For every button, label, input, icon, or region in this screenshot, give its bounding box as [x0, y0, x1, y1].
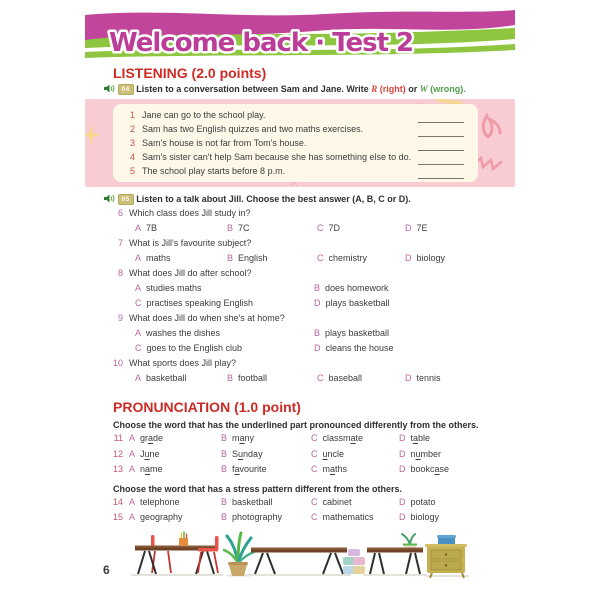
option-letter: D [399, 464, 406, 474]
option-text: football [238, 373, 268, 383]
option-letter: B [221, 496, 228, 507]
option-text: plays basketball [325, 328, 390, 338]
option-letter: D [314, 343, 321, 353]
option-letter: C [311, 448, 318, 459]
option-word: basketball [232, 496, 273, 507]
option-text: basketball [146, 373, 187, 383]
answer-blank[interactable] [418, 142, 464, 151]
pronunciation-instruction-2: Choose the word that has a stress pattern different from the others. [113, 483, 403, 494]
option[interactable] [405, 371, 515, 386]
option[interactable] [311, 431, 399, 447]
option-letter: B [314, 328, 321, 338]
option-word: bookcase [410, 464, 450, 474]
option[interactable] [129, 495, 221, 511]
option[interactable] [221, 495, 311, 511]
option-text: 7B [146, 223, 158, 233]
option-word: mathematics [322, 512, 374, 522]
speaker-icon[interactable] [104, 84, 115, 96]
option-letter: D [399, 512, 406, 522]
option-text: 7D [328, 223, 341, 233]
option[interactable] [317, 221, 405, 236]
option-word: potato [410, 496, 436, 507]
question-number: 7 [117, 238, 123, 248]
pronunciation-instruction-1: Choose the word that has the underlined part pronounced differently from the others. [113, 420, 479, 430]
question-text: What does Jill do after school? [129, 268, 252, 278]
answer-blank[interactable] [418, 114, 464, 123]
option-text: English [238, 253, 268, 263]
ground-shadows [131, 574, 469, 577]
instruction-text: Listen to a conversation between Sam and Jane. Write [136, 84, 369, 94]
option[interactable] [317, 371, 405, 386]
option-letter: C [311, 464, 318, 474]
item-number: 5 [129, 165, 135, 176]
option[interactable] [311, 495, 399, 511]
question-number: 15 [112, 512, 123, 522]
option-letter: A [129, 448, 136, 459]
option-letter: C [317, 373, 324, 383]
option[interactable] [135, 296, 314, 311]
option[interactable] [311, 462, 399, 478]
option[interactable] [405, 251, 515, 266]
option-word: telephone [140, 496, 180, 507]
option[interactable] [399, 447, 515, 463]
option-letter: C [317, 223, 324, 233]
option-letter: B [227, 223, 234, 233]
page-title: Welcome back · Test 2 [109, 28, 414, 58]
option-text: does homework [325, 283, 389, 293]
option[interactable] [135, 281, 314, 296]
option-word: maths [322, 464, 348, 474]
option[interactable] [311, 510, 399, 526]
option-letter: C [311, 433, 318, 443]
wrong-letter: W [419, 84, 428, 94]
list-item [123, 123, 464, 137]
option[interactable] [135, 221, 227, 236]
option[interactable] [227, 371, 317, 386]
listening-questions [85, 206, 515, 386]
task1-answer-box [113, 104, 478, 182]
option[interactable] [399, 495, 515, 511]
question-text: What is Jill's favourite subject? [129, 238, 252, 248]
option-text: chemistry [328, 253, 368, 263]
option-text: tennis [416, 373, 441, 383]
option-text: studies maths [146, 283, 202, 293]
question-number: 6 [117, 208, 123, 218]
speaker-icon[interactable] [104, 194, 115, 206]
option-word: biology [410, 512, 440, 522]
option[interactable] [221, 431, 311, 447]
instruction-text: Listen to a talk about Jill. Choose the best answer (A, B, C or D). [136, 194, 411, 204]
option-text: plays basketball [325, 298, 390, 308]
option-letter: C [135, 343, 142, 353]
option-word: name [140, 464, 163, 474]
option-letter: B [227, 373, 234, 383]
option[interactable] [399, 462, 515, 478]
wrong-word: (wrong). [430, 84, 466, 94]
option[interactable] [405, 221, 515, 236]
option[interactable] [135, 371, 227, 386]
page-number: 6 [103, 563, 110, 577]
option[interactable] [317, 251, 405, 266]
option[interactable] [399, 510, 515, 526]
question-text: Which class does Jill study in? [129, 208, 251, 218]
option-letter: D [399, 448, 406, 459]
question-text: What sports does Jill play? [129, 358, 237, 368]
drawer-cabinet-icon [425, 535, 467, 578]
option[interactable] [135, 326, 314, 341]
option-text: cleans the house [325, 343, 394, 353]
item-number: 2 [129, 123, 135, 134]
option[interactable] [314, 326, 515, 341]
option-text: baseball [328, 373, 363, 383]
option[interactable] [129, 510, 221, 526]
option-word: uncle [322, 448, 345, 459]
option-text: biology [416, 253, 446, 263]
option-letter: D [314, 298, 321, 308]
option-letter: C [311, 496, 318, 507]
option-letter: A [135, 223, 142, 233]
question-number: 8 [117, 268, 123, 278]
answer-blank[interactable] [418, 170, 464, 179]
classroom-illustration [85, 531, 515, 581]
option[interactable] [135, 251, 227, 266]
option-word: photography [232, 512, 283, 522]
option-word: favourite [232, 464, 267, 474]
option-letter: D [405, 253, 412, 263]
list-item [123, 109, 464, 123]
option-letter: B [221, 512, 228, 522]
audio-track-badge: 04 [118, 84, 134, 95]
option[interactable] [129, 447, 221, 463]
potted-plant-icon [224, 533, 254, 576]
audio-track-badge: 05 [118, 194, 134, 205]
option[interactable] [221, 510, 311, 526]
option-text: washes the dishes [146, 328, 221, 338]
option[interactable] [227, 251, 317, 266]
question-number: 14 [112, 496, 123, 507]
option-letter: A [135, 328, 142, 338]
or-word: or [408, 84, 418, 94]
option-letter: B [227, 253, 234, 263]
item-text: Sam has two English quizzes and two maths exercises. [142, 123, 364, 134]
task1-pink-panel [85, 99, 515, 187]
question-number: 11 [113, 433, 123, 443]
pronunciation-heading: PRONUNCIATION (1.0 point) [113, 399, 301, 415]
option-letter: C [311, 512, 318, 522]
option-word: many [232, 433, 255, 443]
option-letter: A [135, 283, 142, 293]
option-letter: A [135, 373, 142, 383]
option-word: number [410, 448, 442, 459]
option[interactable] [311, 447, 399, 463]
answer-blank[interactable] [418, 156, 464, 165]
option[interactable] [314, 341, 515, 356]
item-text: Sam's house is not far from Tom's house. [142, 137, 307, 148]
option[interactable] [221, 447, 311, 463]
option-word: geography [140, 512, 183, 522]
option-text: goes to the English club [146, 343, 243, 353]
item-text: Sam's sister can't help Sam because she has something else to do. [142, 151, 412, 162]
option-text: practises speaking English [146, 298, 254, 308]
item-text: Jane can go to the school play. [142, 110, 266, 120]
option-letter: B [221, 464, 228, 474]
list-item [123, 151, 464, 165]
option-letter: C [135, 298, 142, 308]
item-number: 4 [129, 151, 135, 162]
listening-task2-instruction [104, 193, 515, 206]
option-letter: B [221, 433, 228, 443]
small-plant-on-books-icon [402, 534, 417, 548]
option-letter: A [129, 496, 136, 507]
pencil-cup-icon [179, 531, 188, 546]
question-number: 13 [112, 464, 123, 474]
storage-boxes-icon [343, 549, 365, 574]
option-letter: B [314, 283, 321, 293]
option[interactable] [399, 431, 515, 447]
option-text: maths [146, 253, 171, 263]
option[interactable] [221, 462, 311, 478]
option-letter: C [317, 253, 324, 263]
option-letter: D [399, 496, 406, 507]
option-letter: D [399, 433, 406, 443]
option[interactable] [129, 431, 221, 447]
listening-task1-instruction [104, 83, 515, 96]
list-item [123, 165, 464, 179]
question-number: 10 [112, 358, 123, 368]
option-letter: A [129, 512, 136, 522]
bench-icon [251, 547, 347, 574]
option-letter: D [405, 373, 412, 383]
question-number: 12 [112, 448, 123, 459]
right-letter: R [371, 84, 378, 94]
listening-heading: LISTENING (2.0 points) [113, 65, 267, 81]
table-icon [367, 547, 423, 574]
option-letter: B [221, 448, 228, 459]
option-word: table [410, 433, 431, 443]
item-number: 3 [129, 137, 135, 148]
answer-blank[interactable] [418, 128, 464, 137]
option-letter: A [129, 464, 136, 474]
option-word: Sunday [232, 448, 263, 459]
option-word: grade [140, 433, 164, 443]
question-number: 9 [117, 313, 123, 323]
option-letter: A [129, 433, 136, 443]
option-word: classmate [322, 433, 364, 443]
question-text: What does Jill do when she's at home? [129, 313, 285, 323]
item-number: 1 [129, 110, 135, 120]
option[interactable] [129, 462, 221, 478]
header-banner [85, 6, 515, 62]
option-word: June [140, 448, 160, 459]
option[interactable] [314, 281, 515, 296]
option-text: 7E [416, 223, 428, 233]
option[interactable] [227, 221, 317, 236]
list-item [123, 137, 464, 151]
right-word: (right) [379, 84, 406, 94]
option-text: 7C [238, 223, 250, 233]
option[interactable] [314, 296, 515, 311]
option-letter: A [135, 253, 142, 263]
option-letter: D [405, 223, 412, 233]
item-text: The school play starts before 8 p.m. [142, 165, 286, 176]
option[interactable] [135, 341, 314, 356]
option-word: cabinet [322, 496, 352, 507]
